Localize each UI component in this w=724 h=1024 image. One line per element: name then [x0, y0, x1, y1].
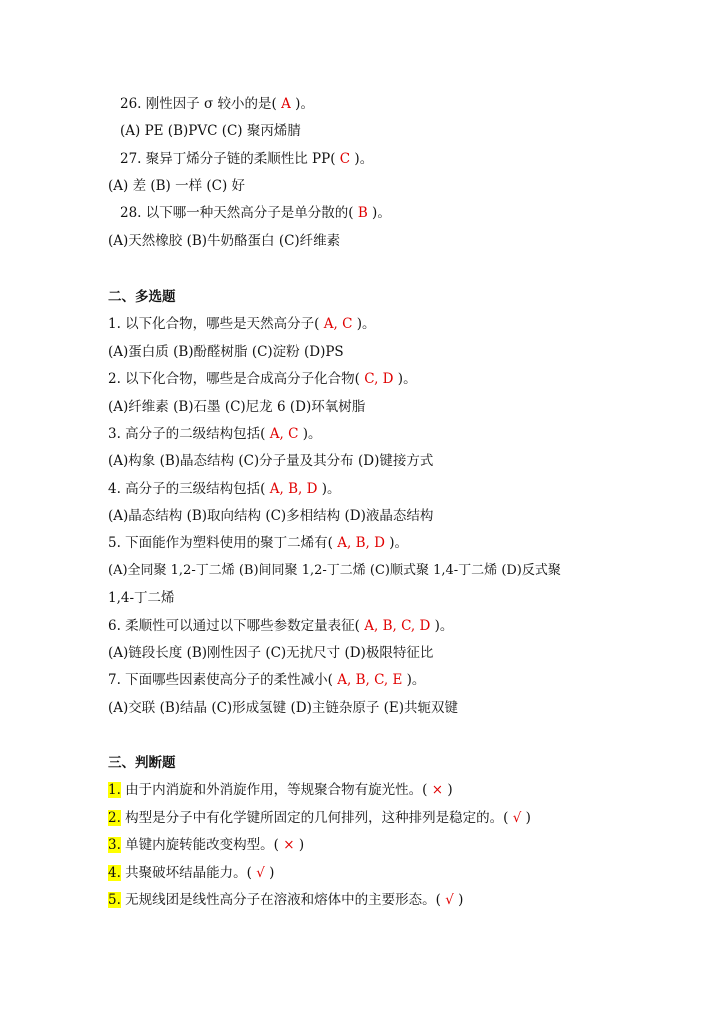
question-text-end: )。 [295, 96, 314, 112]
item-text: 无规线团是线性高分子在溶液和熔体中的主要形态。( [120, 892, 441, 908]
section-heading-true-false: 三、判断题 [108, 755, 176, 771]
item-text: 由于内消旋和外消旋作用，等规聚合物有旋光性。( [120, 782, 428, 798]
multi-question-5-options: (A)全同聚 1,2-丁二烯 (B)间同聚 1,2-丁二烯 (C)顺式聚 1,4-丁二烯 (D)反式聚 [108, 563, 561, 578]
judge-item-4 [108, 863, 274, 883]
multi-question-7-options: (A)交联 (B)结晶 (C)形成氢键 (D)主链杂原子 (E)共轭双键 [108, 700, 459, 716]
question-28-options: (A)天然橡胶 (B)牛奶酪蛋白 (C)纤维素 [108, 233, 341, 249]
item-number: 2. [108, 810, 121, 826]
question-text: 1. 以下化合物，哪些是天然高分子( [108, 316, 320, 332]
item-number: 4. [108, 865, 121, 881]
multi-question-2 [108, 369, 417, 389]
question-text-end: )。 [434, 618, 454, 634]
question-text-end: )。 [302, 426, 322, 442]
question-text: 4. 高分子的三级结构包括( [108, 481, 266, 497]
multi-question-6 [108, 616, 453, 636]
question-text-end: )。 [406, 672, 426, 688]
answer: C [335, 151, 355, 167]
question-text-end: )。 [389, 535, 408, 551]
multi-question-3 [108, 424, 321, 444]
multi-question-4 [108, 479, 340, 499]
item-text: 共聚破坏结晶能力。( [120, 865, 252, 881]
answer: √ [440, 892, 459, 908]
answer: √ [508, 810, 526, 826]
answer: A, B, C, E [332, 672, 407, 688]
question-text: 6. 柔顺性可以通过以下哪些参数定量表征( [108, 618, 360, 634]
answer: × [427, 782, 448, 798]
judge-item-2 [108, 808, 531, 828]
question-26-options: (A) PE (B)PVC (C) 聚丙烯腈 [120, 123, 301, 139]
item-text: 构型是分子中有化学键所固定的几何排列，这种排列是稳定的。( [120, 810, 509, 826]
multi-question-5 [108, 533, 408, 553]
question-text: 2. 以下化合物，哪些是合成高分子化合物( [108, 371, 360, 387]
question-text: 27. 聚异丁烯分子链的柔顺性比 PP( [120, 151, 336, 167]
answer: B [353, 205, 373, 221]
judge-item-1 [108, 780, 453, 800]
item-text: 单键内旋转能改变构型。( [120, 837, 279, 853]
item-text-end: ) [525, 810, 531, 826]
item-text-end: ) [269, 865, 275, 881]
multi-question-5-options-cont: 1,4-丁二烯 [108, 590, 175, 606]
question-text: 7. 下面哪些因素使高分子的柔性减小( [108, 672, 333, 688]
answer: A, C [265, 426, 303, 442]
answer: × [278, 837, 299, 853]
answer: A, B, C, D [359, 618, 435, 634]
answer: A, B, D [332, 535, 390, 551]
question-text: 26. 刚性因子 σ 较小的是( [120, 96, 277, 112]
multi-question-6-options: (A)链段长度 (B)刚性因子 (C)无扰尺寸 (D)极限特征比 [108, 645, 434, 661]
item-number: 3. [108, 837, 121, 853]
question-27-options: (A) 差 (B) 一样 (C) 好 [108, 178, 246, 194]
item-text-end: ) [298, 837, 305, 853]
question-28 [120, 203, 391, 223]
answer: A [276, 96, 296, 112]
judge-item-3 [108, 835, 304, 855]
question-text: 5. 下面能作为塑料使用的聚丁二烯有( [108, 535, 333, 551]
question-text: 28. 以下哪一种天然高分子是单分散的( [120, 205, 354, 221]
judge-item-5 [108, 890, 463, 910]
item-text-end: ) [447, 782, 453, 798]
question-text-end: )。 [356, 316, 376, 332]
answer: C, D [359, 371, 398, 387]
question-27 [120, 149, 373, 169]
answer: A, B, D [265, 481, 322, 497]
question-text: 3. 高分子的二级结构包括( [108, 426, 266, 442]
multi-question-3-options: (A)构象 (B)晶态结构 (C)分子量及其分布 (D)键接方式 [108, 453, 434, 469]
multi-question-7 [108, 670, 425, 690]
question-text-end: )。 [354, 151, 374, 167]
item-text-end: ) [458, 892, 464, 908]
question-26 [120, 94, 314, 114]
multi-question-4-options: (A)晶态结构 (B)取向结构 (C)多相结构 (D)液晶态结构 [108, 508, 434, 524]
multi-question-1 [108, 314, 375, 334]
answer: √ [251, 865, 270, 881]
item-number: 5. [108, 892, 121, 908]
question-text-end: )。 [321, 481, 341, 497]
question-text-end: )。 [397, 371, 417, 387]
multi-question-1-options: (A)蛋白质 (B)酚醛树脂 (C)淀粉 (D)PS [108, 344, 344, 360]
answer: A, C [319, 316, 357, 332]
section-heading-multiple-choice: 二、多选题 [108, 289, 176, 305]
item-number: 1. [108, 782, 121, 798]
question-text-end: )。 [372, 205, 391, 221]
multi-question-2-options: (A)纤维素 (B)石墨 (C)尼龙 6 (D)环氧树脂 [108, 399, 366, 415]
